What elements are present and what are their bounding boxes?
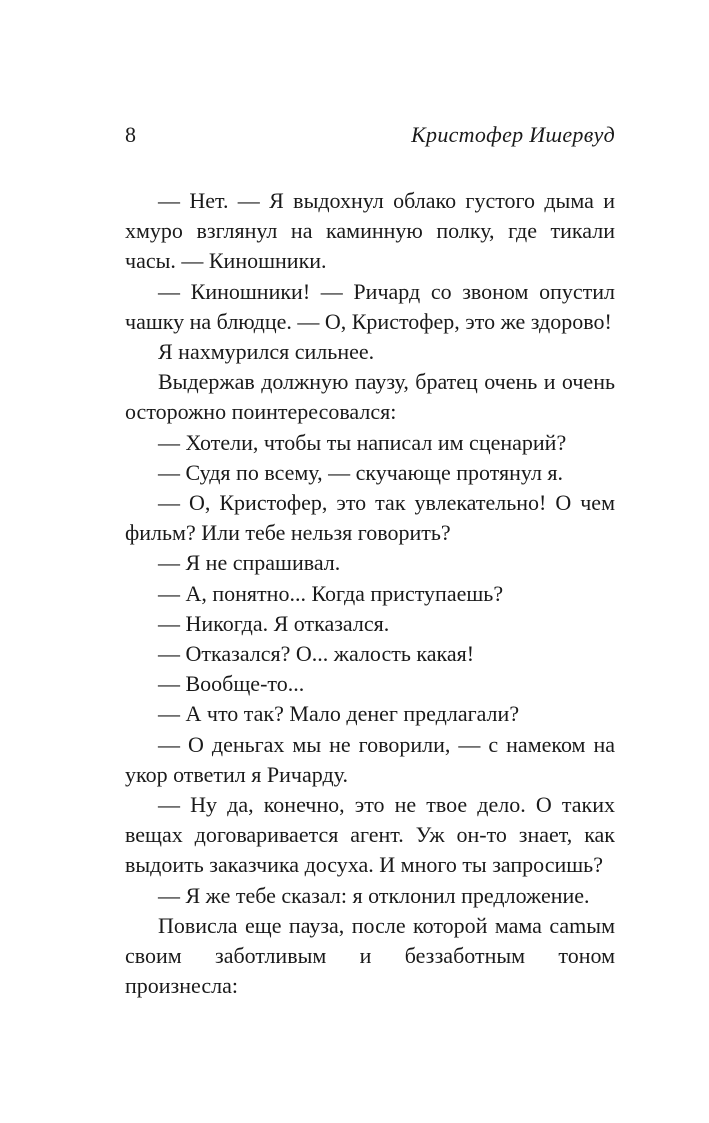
paragraph: — Нет. — Я выдохнул облако густого дыма и хмуро взглянул на каминную полку, где тикали часы. — Киношники. [125,188,615,274]
paragraph: — А, понятно... Когда приступаешь? [158,580,504,606]
paragraph: Выдержав должную паузу, братец очень и очень осторожно поинтересовался: [125,369,615,425]
paragraph: — Хотели, чтобы ты написал им сценарий? [158,429,567,455]
paragraph: — Вообще-то... [158,671,305,697]
paragraph: — Я не спрашивал. [158,550,341,576]
paragraph: — Судя по всему, — скучающе протянул я. [158,459,564,485]
body-text [125,186,615,1001]
running-title: Кристофер Ишервуд [411,122,615,147]
paragraph: — О деньгах мы не говорили, — с намеком на укор ответил я Ричарду. [125,731,615,787]
paragraph: — Киношники! — Ричард со звоном опустил чашку на блюдце. — О, Кристофер, это же здорово! [125,278,615,334]
paragraph: — Никогда. Я отказался. [158,610,390,636]
paragraph: — Отказался? О... жалость какая! [158,641,475,667]
paragraph: — О, Кристофер, это так увлекательно! О чем фильм? Или тебе нельзя говорить? [125,490,615,546]
running-head [125,118,615,152]
page-number: 8 [125,122,136,147]
paragraph: Повисла еще пауза, после которой мама саmым своим заботливым и беззаботным тоном произнесла: [125,912,615,999]
paragraph: Я нахмурился сильнее. [158,339,375,365]
paragraph: — Я же тебе сказал: я отклонил предложение. [158,882,590,908]
paragraph: — Ну да, конечно, это не твое дело. О таких вещах договаривается агент. Уж он-то знает, как выдоить заказчика досуха. И много ты запросишь? [125,792,615,878]
paragraph: — А что так? Мало денег предлагали? [158,701,520,727]
